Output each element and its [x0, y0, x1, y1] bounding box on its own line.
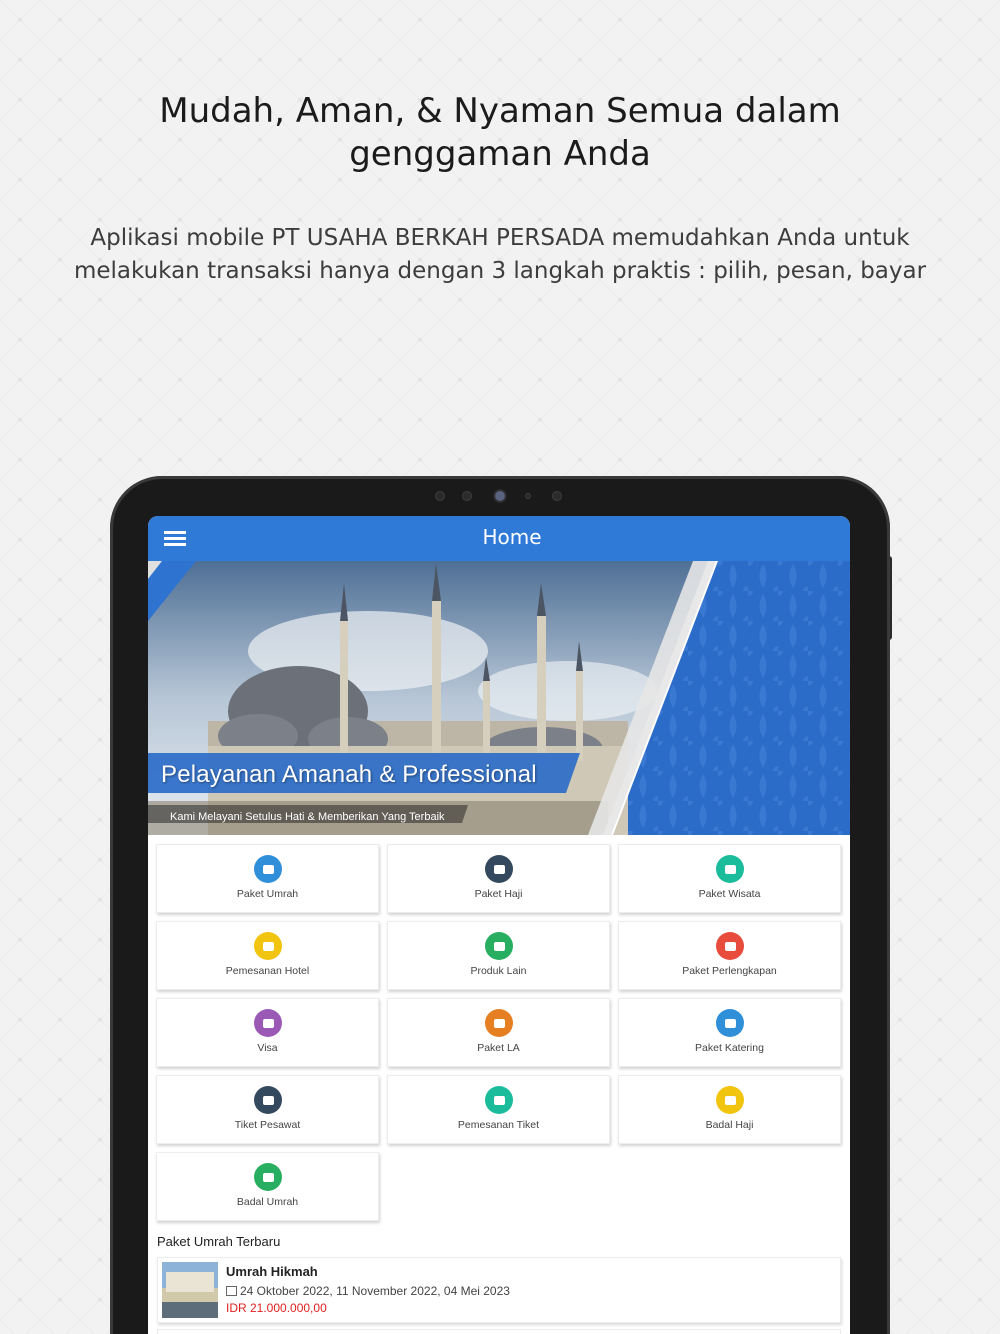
- banner-image: [148, 561, 850, 835]
- image-icon: [716, 855, 744, 883]
- menu-tile-label: Badal Haji: [705, 1119, 754, 1131]
- app-title: Home: [482, 525, 542, 549]
- menu-tile[interactable]: [618, 844, 841, 913]
- cart-icon: [485, 932, 513, 960]
- menu-tile[interactable]: [156, 844, 379, 913]
- menu-tile-label: Paket Katering: [695, 1042, 764, 1054]
- app-bar: [148, 516, 850, 561]
- menu-tile[interactable]: [618, 921, 841, 990]
- menu-tile-label: Tiket Pesawat: [234, 1119, 301, 1131]
- menu-tile-label: Visa: [257, 1042, 278, 1054]
- menu-tile-label: Paket Wisata: [698, 888, 761, 900]
- document-icon: [716, 1086, 744, 1114]
- menu-tile-label: Paket LA: [477, 1042, 520, 1054]
- menu-tile-label: Paket Perlengkapan: [682, 965, 777, 977]
- promo-banner[interactable]: [148, 561, 850, 835]
- suitcase-icon: [716, 932, 744, 960]
- cutlery-icon: [716, 1009, 744, 1037]
- menu-tile[interactable]: [618, 1075, 841, 1144]
- menu-tile[interactable]: [156, 921, 379, 990]
- menu-tile-label: Produk Lain: [470, 965, 527, 977]
- menu-tile-label: Paket Umrah: [236, 888, 299, 900]
- briefcase-icon: [485, 1009, 513, 1037]
- package-dates: 24 Oktober 2022, 11 November 2022, 04 Mei 2023: [226, 1284, 510, 1298]
- banner-title: Pelayanan Amanah & Professional: [161, 761, 537, 788]
- briefcase-icon: [485, 855, 513, 883]
- menu-tile[interactable]: [156, 1152, 379, 1221]
- tablet-frame: [110, 476, 890, 1334]
- plane-icon: [485, 1086, 513, 1114]
- menu-grid: [156, 844, 846, 1221]
- menu-tile[interactable]: [387, 998, 610, 1067]
- briefcase-icon: [254, 855, 282, 883]
- subline: Aplikasi mobile PT USAHA BERKAH PERSADA memudahkan Anda untuk melakukan transaksi hanya dengan 3 langkah praktis : pilih, pesan, bayar: [73, 225, 927, 284]
- section-title-latest: Paket Umrah Terbaru: [157, 1234, 281, 1249]
- package-name: Umrah Hikmah: [226, 1264, 318, 1279]
- package-card[interactable]: [157, 1257, 841, 1323]
- package-card[interactable]: [157, 1329, 841, 1334]
- menu-tile[interactable]: [618, 998, 841, 1067]
- building-icon: [254, 932, 282, 960]
- menu-tile-label: Pemesanan Hotel: [225, 965, 310, 977]
- menu-tile[interactable]: [387, 1075, 610, 1144]
- banner-subtitle: Kami Melayani Setulus Hati & Memberikan Yang Terbaik: [170, 811, 445, 823]
- menu-tile[interactable]: [387, 844, 610, 913]
- camera-icon: [493, 489, 507, 503]
- menu-tile-label: Badal Umrah: [236, 1196, 299, 1208]
- app-screen: [148, 516, 850, 1334]
- calendar-icon: [226, 1286, 237, 1296]
- menu-tile-label: Paket Haji: [474, 888, 523, 900]
- menu-tile-label: Pemesanan Tiket: [457, 1119, 540, 1131]
- package-thumbnail: [162, 1262, 218, 1318]
- document-icon: [254, 1163, 282, 1191]
- document-icon: [254, 1009, 282, 1037]
- menu-tile[interactable]: [156, 1075, 379, 1144]
- headline: Mudah, Aman, & Nyaman Semua dalam genggaman Anda: [159, 91, 841, 174]
- tablet-sensors: [110, 488, 890, 504]
- package-price: IDR 21.000.000,00: [226, 1301, 327, 1315]
- plane-icon: [254, 1086, 282, 1114]
- menu-tile[interactable]: [156, 998, 379, 1067]
- menu-tile[interactable]: [387, 921, 610, 990]
